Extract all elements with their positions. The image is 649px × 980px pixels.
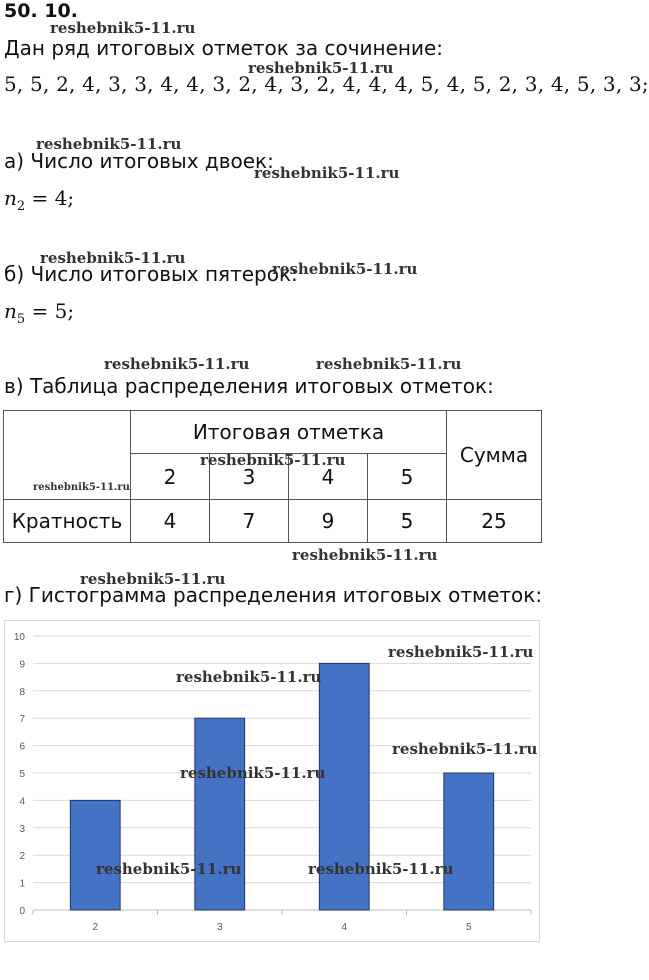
histogram-bar (444, 773, 494, 910)
y-tick-label: 9 (19, 659, 25, 671)
table-sum-header: Сумма (447, 411, 542, 500)
part-c-label: в) Таблица распределения итоговых отметок: (4, 374, 494, 398)
part-b-label: б) Число итоговых пятерок: (4, 262, 298, 286)
watermark: reshebnik5-11.ru (200, 451, 346, 469)
y-tick-label: 8 (19, 686, 25, 698)
watermark: reshebnik5-11.ru (292, 546, 438, 564)
watermark: reshebnik5-11.ru (308, 860, 454, 878)
part-a-answer (4, 186, 74, 214)
x-tick-label: 5 (465, 922, 472, 933)
grades-series: 5, 5, 2, 4, 3, 3, 4, 4, 3, 2, 4, 3, 2, 4, 4, 4, 5, 4, 5, 2, 3, 4, 5, 3, 3; (4, 72, 649, 96)
y-tick-label: 3 (19, 823, 25, 835)
watermark: reshebnik5-11.ru (180, 764, 326, 782)
watermark: reshebnik5-11.ru (104, 355, 250, 373)
table-grade-3: 3 (210, 454, 289, 500)
table-count-4: 9 (289, 500, 368, 543)
table-row-label: Кратность (4, 500, 131, 543)
problem-number: 50. 10. (4, 0, 78, 22)
watermark: reshebnik5-11.ru (392, 740, 538, 758)
y-tick-label: 2 (19, 851, 25, 863)
table-count-2: 4 (131, 500, 210, 543)
y-tick-label: 5 (19, 769, 25, 780)
table-count-5: 5 (368, 500, 447, 543)
part-b-variable: n (4, 299, 17, 323)
part-b-value: = 5; (25, 299, 75, 323)
x-tick-label: 4 (341, 922, 348, 933)
table-grade-2: 2 (131, 454, 210, 500)
watermark: reshebnik5-11.ru (176, 668, 322, 686)
histogram-bar (195, 718, 245, 910)
table-count-3: 7 (210, 500, 289, 543)
y-tick-label: 1 (19, 878, 25, 890)
part-b-answer (4, 299, 74, 327)
part-d-label: г) Гистограмма распределения итоговых отметок: (4, 583, 543, 607)
x-tick-label: 3 (216, 922, 223, 933)
watermark: reshebnik5-11.ru (254, 164, 400, 182)
y-tick-label: 7 (19, 714, 25, 726)
watermark: reshebnik5-11.ru (40, 249, 186, 267)
watermark: reshebnik5-11.ru (388, 643, 534, 661)
part-a-subscript: 2 (16, 199, 26, 214)
part-b-subscript: 5 (16, 312, 26, 327)
x-tick-label: 2 (92, 922, 99, 933)
y-tick-label: 6 (19, 741, 25, 753)
part-a-value: = 4; (25, 186, 75, 210)
table-group-header: Итоговая отметка (131, 411, 447, 454)
y-tick-label: 4 (19, 796, 25, 808)
table-grade-4: 4 (289, 454, 368, 500)
distribution-table (3, 410, 542, 543)
table-total: 25 (447, 500, 542, 543)
watermark: reshebnik5-11.ru (248, 59, 394, 77)
watermark: reshebnik5-11.ru (33, 482, 130, 493)
part-a-label: а) Число итоговых двоек: (4, 149, 274, 173)
part-a-variable: n (4, 186, 17, 210)
table-grade-5: 5 (368, 454, 447, 500)
watermark: reshebnik5-11.ru (272, 260, 418, 278)
histogram-bar (70, 800, 120, 910)
watermark: reshebnik5-11.ru (316, 355, 462, 373)
watermark: reshebnik5-11.ru (96, 860, 242, 878)
y-tick-label: 0 (19, 906, 25, 917)
problem-statement: Дан ряд итоговых отметок за сочинение: (4, 36, 444, 60)
watermark: reshebnik5-11.ru (36, 135, 182, 153)
watermark: reshebnik5-11.ru (50, 19, 196, 37)
watermark: reshebnik5-11.ru (80, 570, 226, 588)
y-tick-label: 10 (13, 632, 25, 643)
